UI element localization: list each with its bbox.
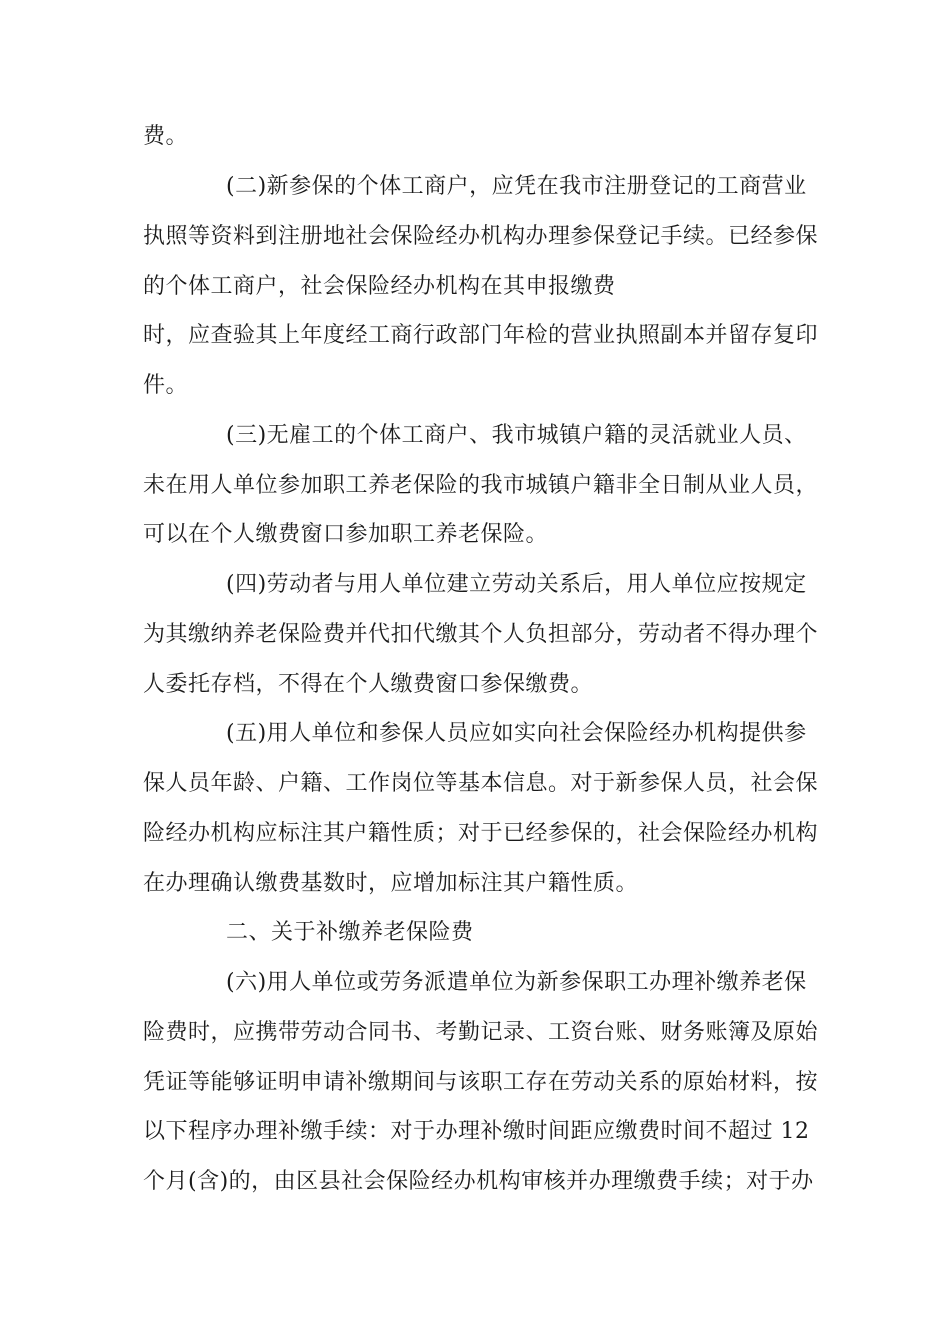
text-line: 保人员年龄、户籍、工作岗位等基本信息。对于新参保人员，社会保 xyxy=(143,771,819,796)
paragraph-5-start: (五)用人单位和参保人员应如实向社会保险经办机构提供参 xyxy=(226,721,807,746)
text-line: 以下程序办理补缴手续：对于办理补缴时间距应缴费时间不超过 12 xyxy=(143,1119,810,1144)
text-line: 未在用人单位参加职工养老保险的我市城镇户籍非全日制从业人员， xyxy=(143,473,819,498)
text-line: 的个体工商户，社会保险经办机构在其申报缴费 xyxy=(143,274,616,299)
paragraph-6-start: (六)用人单位或劳务派遣单位为新参保职工办理补缴养老保 xyxy=(226,970,807,995)
text-line: 人委托存档，不得在个人缴费窗口参保缴费。 xyxy=(143,672,594,697)
text-line: 个月(含)的，由区县社会保险经办机构审核并办理缴费手续；对于办 xyxy=(143,1169,814,1194)
paragraph-3-start: (三)无雇工的个体工商户、我市城镇户籍的灵活就业人员、 xyxy=(226,423,807,448)
text-line: 凭证等能够证明申请补缴期间与该职工存在劳动关系的原始材料，按 xyxy=(143,1070,819,1095)
text-line: 费。 xyxy=(143,124,189,149)
text-line: 在办理确认缴费基数时，应增加标注其户籍性质。 xyxy=(143,871,639,896)
text-line: 险费时，应携带劳动合同书、考勤记录、工资台账、财务账簿及原始 xyxy=(143,1020,819,1045)
paragraph-4-start: (四)劳动者与用人单位建立劳动关系后，用人单位应按规定 xyxy=(226,572,807,597)
text-line: 件。 xyxy=(143,373,189,398)
text-line: 时，应查验其上年度经工商行政部门年检的营业执照副本并留存复印 xyxy=(143,323,819,348)
text-line: 执照等资料到注册地社会保险经办机构办理参保登记手续。已经参保 xyxy=(143,224,819,249)
text-line: 为其缴纳养老保险费并代扣代缴其个人负担部分，劳动者不得办理个 xyxy=(143,622,819,647)
section-heading: 二、关于补缴养老保险费 xyxy=(226,920,474,945)
paragraph-2-start: (二)新参保的个体工商户，应凭在我市注册登记的工商营业 xyxy=(226,174,807,199)
text-line: 险经办机构应标注其户籍性质；对于已经参保的，社会保险经办机构 xyxy=(143,821,819,846)
text-line: 可以在个人缴费窗口参加职工养老保险。 xyxy=(143,522,549,547)
